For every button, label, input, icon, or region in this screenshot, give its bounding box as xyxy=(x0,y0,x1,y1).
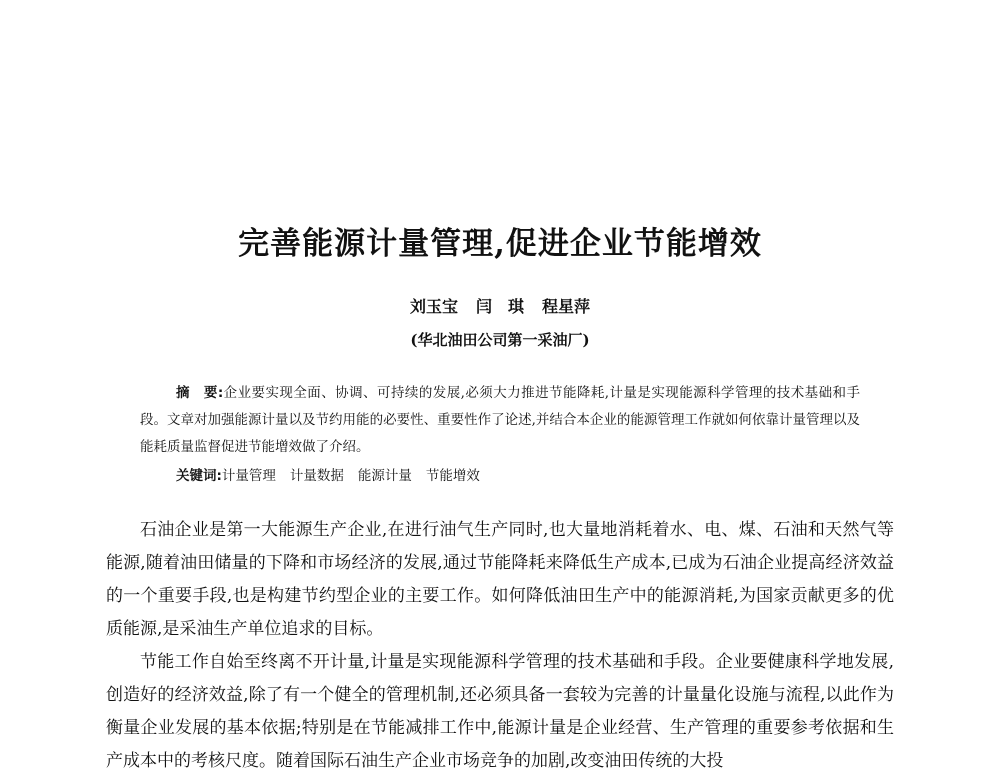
abstract-text: 企业要实现全面、协调、可持续的发展,必须大力推进节能降耗,计量是实现能源科学管理的技术基础和手段。文章对加强能源计量以及节约用能的必要性、重要性作了论述,并结合本企业的能源管理工作就如何依靠计量管理以及能耗质量监督促进节能增效做了介绍。 xyxy=(140,385,860,455)
keywords-label: 关键词: xyxy=(176,468,222,484)
keyword-item: 能源计量 xyxy=(357,468,412,484)
author-list xyxy=(0,296,1000,318)
author-3: 程星萍 xyxy=(542,297,591,316)
keywords-section xyxy=(176,463,860,490)
body-paragraph-2: 节能工作自始至终离不开计量,计量是实现能源科学管理的技术基础和手段。企业要健康科学地发展,创造好的经济效益,除了有一个健全的管理机制,还必须具备一套较为完善的计量量化设施与流程,以此作为衡量企业发展的基本依据;特别是在节能减排工作中,能源计量是企业经营、生产管理的重要参考依据和生产成本中的考核尺度。随着国际石油生产企业市场竞争的加剧,改变油田传统的大投 xyxy=(106,652,894,771)
paper-title: 完善能源计量管理,促进企业节能增效 xyxy=(238,226,762,262)
body-paragraph-1: 石油企业是第一大能源生产企业,在进行油气生产同时,也大量地消耗着水、电、煤、石油和天然气等能源,随着油田储量的下降和市场经济的发展,通过节能降耗来降低生产成本,已成为石油企业提高经济效益的一个重要手段,也是构建节约型企业的主要工作。如何降低油田生产中的能源消耗,为国家贡献更多的优质能源,是采油生产单位追求的目标。 xyxy=(106,520,894,639)
keyword-item: 计量数据 xyxy=(289,468,344,484)
keyword-item: 节能增效 xyxy=(425,468,480,484)
author-2: 闫 琪 xyxy=(475,297,524,316)
abstract-section xyxy=(140,380,860,461)
body-text xyxy=(106,514,894,778)
author-affiliation: (华北油田公司第一采油厂) xyxy=(410,331,590,349)
author-1: 刘玉宝 xyxy=(409,297,458,316)
keyword-item: 计量管理 xyxy=(221,468,276,484)
abstract-label: 摘 要: xyxy=(176,385,224,401)
